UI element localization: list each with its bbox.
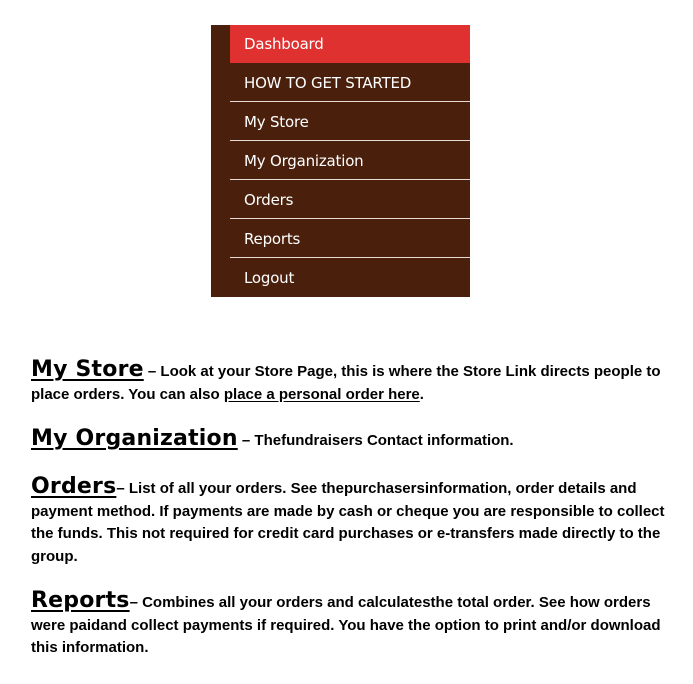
my-store-heading: My Store — [31, 357, 144, 382]
section-orders — [31, 476, 671, 568]
section-my-store — [31, 359, 671, 406]
reports-heading: Reports — [31, 588, 130, 613]
section-reports — [31, 590, 671, 660]
menu-item-my-store[interactable]: My Store — [230, 103, 470, 141]
orders-description: – List of all your orders. See thepurchasersinformation, order details and payment method. If payments are made by cash or cheque you are responsible to collect the funds. This not required for credit card purchases or e-transfers made directly to the group. — [31, 480, 665, 565]
menu-item-my-organization[interactable]: My Organization — [230, 142, 470, 180]
orders-heading: Orders — [31, 474, 117, 499]
my-store-description: – Look at your Store Page, this is where the Store Link directs people to place orders. You can also — [31, 363, 661, 403]
reports-description: – Combines all your orders and calculatesthe total order. See how orders were paidand collect payments if required. You have the option to print and/or download this information. — [31, 594, 661, 656]
menu-item-dashboard[interactable]: Dashboard — [230, 25, 470, 63]
sidebar-menu — [211, 25, 470, 297]
section-my-organization — [31, 428, 671, 453]
my-store-description-end: . — [419, 385, 424, 403]
my-organization-description: – Thefundraisers Contact information. — [237, 432, 514, 449]
menu-item-reports[interactable]: Reports — [230, 220, 470, 258]
menu-item-how-to-get-started[interactable]: HOW TO GET STARTED — [230, 64, 470, 102]
my-organization-heading: My Organization — [31, 426, 238, 451]
menu-item-orders[interactable]: Orders — [230, 181, 470, 219]
menu-item-logout[interactable]: Logout — [244, 269, 295, 287]
personal-order-link[interactable]: place a personal order here — [223, 385, 420, 403]
